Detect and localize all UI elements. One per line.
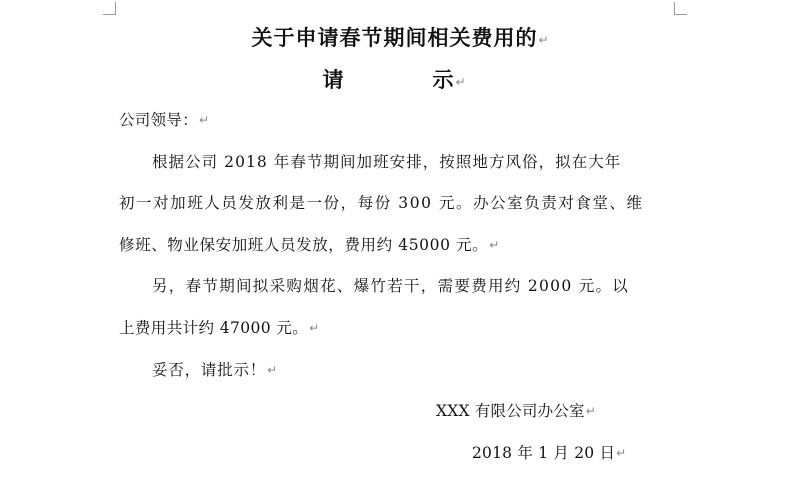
document-title-line-2 [0, 64, 789, 94]
top-left-crop-mark [103, 2, 116, 15]
paragraph-mark-icon: ↵ [199, 113, 210, 127]
title-line-2-char-1: 请 [322, 67, 345, 92]
paragraph-1-line-3 [119, 233, 500, 255]
paragraph-mark-icon: ↵ [455, 75, 467, 89]
paragraph-mark-icon: ↵ [616, 446, 627, 460]
closing-text: 妥否，请批示！ [152, 361, 267, 379]
paragraph-1-line-1: 根据公司 2018 年春节期间加班安排，按照地方风俗，拟在大年 [152, 153, 622, 171]
salutation-text: 公司领导： [119, 111, 199, 129]
signature-line [436, 399, 596, 421]
paragraph-2-line-2-text: 上费用共计约 47000 元。 [119, 319, 309, 337]
paragraph-mark-icon: ↵ [309, 321, 320, 335]
date-text: 2018 年 1 月 20 日 [472, 444, 616, 462]
top-right-crop-mark [674, 2, 687, 15]
paragraph-mark-icon: ↵ [267, 363, 278, 377]
closing-line [152, 358, 278, 380]
title-line-2-char-2: 示 [432, 67, 455, 92]
paragraph-mark-icon: ↵ [489, 238, 500, 252]
paragraph-1-line-2: 初一对加班人员发放利是一份，每份 300 元。办公室负责对食堂、维 [119, 194, 644, 212]
paragraph-2-line-2 [119, 316, 320, 338]
title-line-1-text: 关于申请春节期间相关费用的 [251, 25, 538, 50]
paragraph-2-line-1: 另，春节期间拟采购烟花、爆竹若干，需要费用约 2000 元。以 [152, 277, 630, 295]
paragraph-mark-icon: ↵ [585, 404, 596, 418]
paragraph-1-line-3-text: 修班、物业保安加班人员发放，费用约 45000 元。 [119, 236, 489, 254]
salutation [119, 108, 209, 130]
date-line [472, 441, 626, 463]
document-title-line-1 [6, 22, 789, 52]
paragraph-mark-icon: ↵ [538, 33, 550, 47]
signature-text: XXX 有限公司办公室 [436, 402, 585, 420]
